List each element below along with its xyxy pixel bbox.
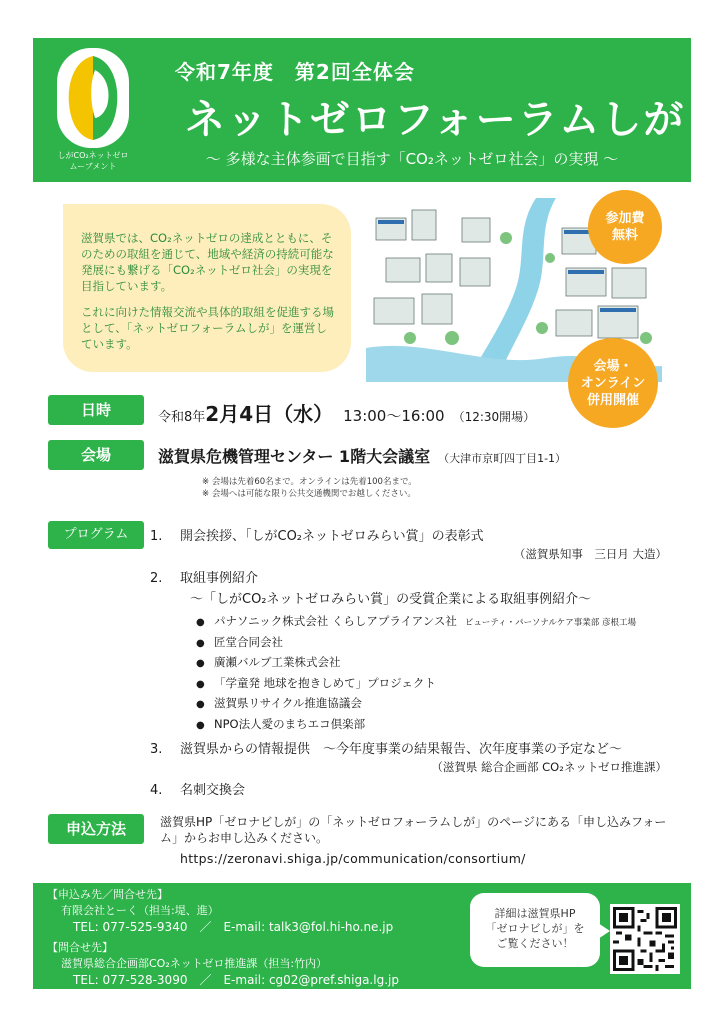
apply-label: 申込方法	[48, 814, 144, 844]
program-label: プログラム	[48, 521, 144, 549]
apply-url-link[interactable]: https://zeronavi.shiga.jp/communication/consortium/	[180, 851, 526, 866]
leaf-logo-icon	[55, 46, 131, 150]
program-item-4: 4. 名刺交換会	[150, 783, 246, 798]
intro-box	[63, 204, 351, 372]
intro-paragraph-1: 滋賀県では、CO₂ネットゼロの達成とともに、そのための取組を通じて、地域や経済の持続可能な発展にも繋げる「CO₂ネットゼロ社会」の実現を目指しています。	[81, 231, 334, 293]
program-item-1-note: （滋賀県知事 三日月 大造）	[513, 547, 667, 561]
contact2-heading: 【問合せ先】	[47, 941, 113, 954]
list-item: ● パナソニック株式会社 くらしアプライアンス社 ビューティ・パーソナルケア事業部 彦根工場	[196, 612, 636, 633]
list-item: ● 匠堂合同会社	[196, 633, 636, 654]
program-item-2-subtitle: ～「しがCO₂ネットゼロみらい賞」の受賞企業による取組事例紹介～	[190, 592, 592, 607]
contact2-tel: TEL: 077-528-3090 ／ E-mail: cg02@pref.shiga.lg.jp	[73, 973, 399, 987]
event-tagline: ～ 多様な主体参画で目指す「CO₂ネットゼロ社会」の実現 ～	[205, 150, 619, 168]
qr-code-icon[interactable]	[610, 904, 680, 974]
list-item: ● NPO法人愛のまちエコ倶楽部	[196, 715, 636, 736]
event-title: ネットゼロフォーラムしが	[185, 97, 686, 143]
venue-value: 滋賀県危機管理センター 1階大会議室 （大津市京町四丁目1-1）	[158, 447, 567, 466]
program-item-2: 2. 取組事例紹介	[150, 571, 259, 586]
list-item: ● 廣瀬バルブ工業株式会社	[196, 653, 636, 674]
hybrid-venue-badge: 会場・ オンライン 併用開催	[568, 338, 658, 428]
contact2-org: 滋賀県総合企画部CO₂ネットゼロ推進課（担当:竹内）	[61, 957, 328, 970]
contact1-tel: TEL: 077-525-9340 ／ E-mail: talk3@fol.hi-ho.ne.jp	[73, 920, 394, 934]
website-callout-bubble: 詳細は滋賀県HP 「ゼロナビしが」を ご覧ください！	[470, 893, 600, 967]
event-subtitle: 令和7年度 第2回全体会	[175, 60, 415, 84]
header-banner	[33, 38, 691, 182]
program-item-3-note: （滋賀県 総合企画部 CO₂ネットゼロ推進課）	[431, 760, 667, 774]
venue-label: 会場	[48, 440, 144, 470]
intro-paragraph-2: これに向けた情報交流や具体的取組を促進する場として、「ネットゼロフォーラムしが」を運営しています。	[81, 305, 334, 351]
contact1-org: 有限会社とーく（担当:堤、進）	[61, 904, 219, 917]
date-label: 日時	[48, 395, 144, 425]
case-study-list	[196, 612, 636, 735]
free-fee-badge: 参加費 無料	[588, 190, 662, 264]
venue-notes: ※ 会場は先着60名まで。オンラインは先着100名まで。 ※ 会場へは可能な限り公共交通機関でお越しください。	[202, 477, 417, 499]
list-item: ● 滋賀県リサイクル推進協議会	[196, 694, 636, 715]
contact1-heading: 【申込み先／問合せ先】	[47, 888, 168, 901]
program-item-1: 1. 開会挨拶、「しがCO₂ネットゼロみらい賞」の表彰式	[150, 529, 484, 544]
logo-caption: しがCO₂ネットゼロ ムーブメント	[57, 151, 129, 171]
apply-instructions: 滋賀県HP「ゼロナビしが」の「ネットゼロフォーラムしが」のページにある「申し込みフォーム」からお申し込みください。	[160, 815, 667, 845]
program-item-3: 3. 滋賀県からの情報提供 ～今年度事業の結果報告、次年度事業の予定など～	[150, 742, 623, 757]
list-item: ● 「学童発 地球を抱きしめて」プロジェクト	[196, 674, 636, 695]
date-value: 令和8年2月4日（水） 13:00～16:00 （12:30開場）	[158, 402, 536, 426]
